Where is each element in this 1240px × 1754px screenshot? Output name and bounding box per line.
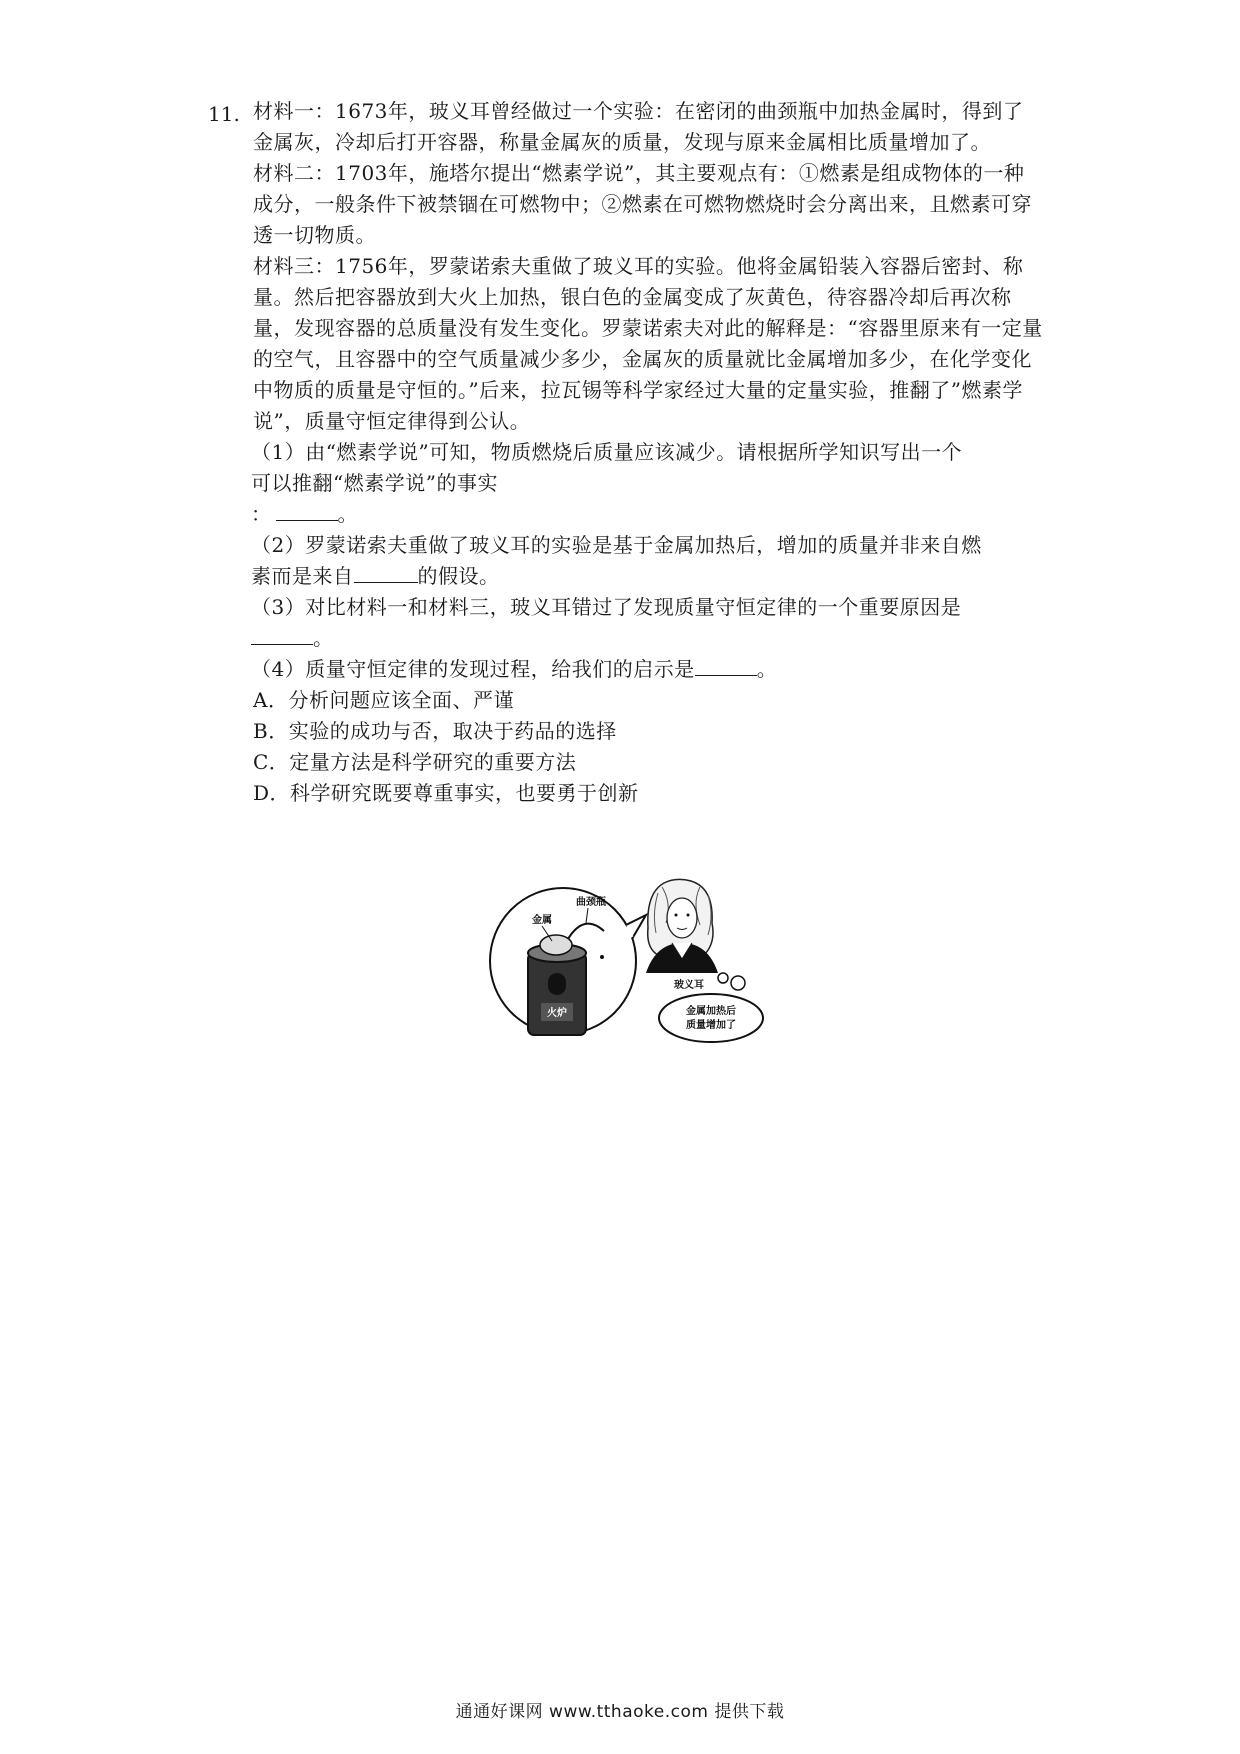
- question-number: 11.: [208, 102, 240, 126]
- thought-line-2: 质量增加了: [686, 1020, 736, 1031]
- subquestion-1-text-d: 。: [337, 502, 358, 526]
- subquestion-3-text-a: （3）对比材料一和材料三，玻义耳错过了发现质量守恒定律的一个重要原因是: [251, 595, 962, 619]
- flask-label: 曲颈瓶: [576, 897, 606, 908]
- subquestion-2-text-a: （2）罗蒙诺索夫重做了玻义耳的实验是基于金属加热后，增加的质量并非来自燃: [251, 533, 982, 557]
- subquestion-1-text-a: （1）由“燃素学说”可知，物质燃烧后质量应该减少。请根据所学知识写出一个: [251, 440, 963, 464]
- page-footer: 通通好课网 www.tthaoke.com 提供下载: [455, 1702, 785, 1722]
- thought-dot-small: [718, 973, 728, 983]
- subquestion-2-text-b: 素而是来自: [251, 564, 354, 588]
- option-b[interactable]: B．实验的成功与否，取决于药品的选择: [253, 719, 617, 743]
- subquestion-4-text-b: 。: [756, 657, 778, 681]
- option-c[interactable]: C．定量方法是科学研究的重要方法: [253, 750, 577, 774]
- person-label: 玻义耳: [674, 980, 704, 991]
- answer-blank-2[interactable]: [354, 564, 418, 583]
- option-a[interactable]: A．分析问题应该全面、严谨: [253, 688, 514, 712]
- thought-line-1: 金属加热后: [686, 1006, 736, 1017]
- boyle-portrait: [646, 879, 718, 991]
- material-one: 材料一：1673年，玻义耳曾经做过一个实验：在密闭的曲颈瓶中加热金属时，得到了金属灰，冷却后打开容器，称量金属灰的质量，发现与原来金属相比质量增加了。: [253, 99, 1024, 154]
- subquestion-2: [251, 530, 1043, 592]
- subquestion-4-text-a: （4）质量守恒定律的发现过程，给我们的启示是: [251, 657, 695, 681]
- subquestion-1-text-b: 可以推翻“燃素学说”的事实: [251, 471, 498, 495]
- thought-dot-large: [731, 976, 745, 990]
- answer-blank-3[interactable]: [251, 626, 313, 645]
- option-d[interactable]: D．科学研究既要尊重事实，也要勇于创新: [253, 781, 639, 805]
- question-content: [253, 96, 1043, 809]
- illustration-svg: [486, 873, 786, 1048]
- subquestion-1: [251, 437, 1043, 530]
- material-three: 材料三：1756年，罗蒙诺索夫重做了玻义耳的实验。他将金属铅装入容器后密封、称量。然后把容器放到大火上加热，银白色的金属变成了灰黄色，待容器冷却后再次称量，发现容器的总质量没有发生变化。罗蒙诺索夫对此的解释是：“容器里原来有一定量的空气，且容器中的空气质量减少多少，金属灰的质量就比金属增加多少，在化学变化中物质的质量是守恒的。”后来，拉瓦锡等科学家经过大量的定量实验，推翻了”燃素学说”，质量守恒定律得到公认。: [253, 254, 1043, 433]
- subquestion-2-text-c: 的假设。: [417, 564, 500, 588]
- answer-blank-1[interactable]: [276, 502, 338, 521]
- subquestion-3: [251, 592, 1043, 654]
- furnace-label: 火炉: [547, 1008, 567, 1019]
- material-two: 材料二：1703年，施塔尔提出“燃素学说”，其主要观点有：①燃素是组成物体的一种成分，一般条件下被禁锢在可燃物中；②燃素在可燃物燃烧时会分离出来，且燃素可穿透一切物质。: [253, 161, 1032, 247]
- thought-bubble: [659, 994, 763, 1042]
- flask-bulb: [540, 935, 572, 955]
- subquestion-1-text-c: ：: [251, 502, 272, 526]
- metal-label: 金属: [532, 915, 552, 926]
- answer-blank-4[interactable]: [695, 657, 757, 676]
- boyle-illustration: [486, 873, 786, 1048]
- subquestion-4: [251, 654, 1043, 685]
- subquestion-3-text-b: 。: [313, 626, 334, 650]
- furnace-door: [548, 973, 566, 995]
